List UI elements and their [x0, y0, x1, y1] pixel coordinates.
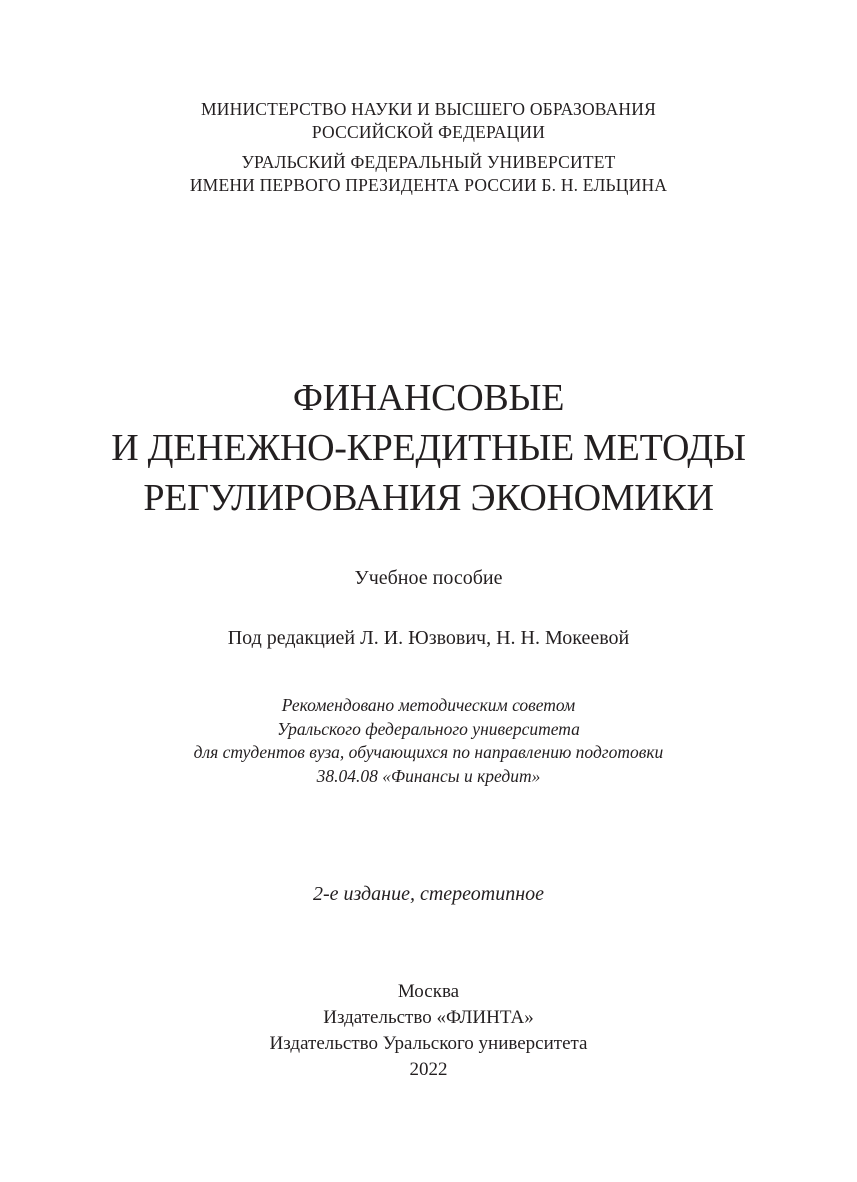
book-title — [0, 373, 857, 523]
ministry-header — [0, 98, 857, 144]
imprint-publisher: Издательство «ФЛИНТА» — [323, 1007, 534, 1028]
editors-line: Под редакцией Л. И. Юзвович, Н. Н. Мокеевой — [227, 627, 630, 649]
title-line: РЕГУЛИРОВАНИЯ ЭКОНОМИКИ — [143, 477, 714, 519]
imprint-city: Москва — [397, 981, 460, 1002]
recommendation-note — [0, 694, 857, 788]
university-header — [0, 151, 857, 197]
imprint-publisher: Издательство Уральского университета — [269, 1033, 588, 1054]
title-line: И ДЕНЕЖНО-КРЕДИТНЫЕ МЕТОДЫ — [111, 427, 746, 469]
university-line: УРАЛЬСКИЙ ФЕДЕРАЛЬНЫЙ УНИВЕРСИТЕТ — [241, 152, 616, 172]
imprint — [0, 979, 857, 1083]
recommendation-line: Рекомендовано методическим советом — [281, 695, 576, 715]
recommendation-line: Уральского федерального университета — [277, 718, 580, 739]
ministry-line: МИНИСТЕРСТВО НАУКИ И ВЫСШЕГО ОБРАЗОВАНИЯ — [201, 99, 656, 119]
university-line: ИМЕНИ ПЕРВОГО ПРЕЗИДЕНТА РОССИИ Б. Н. ЕЛЬЦИНА — [189, 175, 668, 195]
edition-note: 2-е издание, стереотипное — [312, 883, 545, 905]
recommendation-line: для студентов вуза, обучающихся по направлению подготовки — [193, 742, 664, 762]
imprint-year: 2022 — [409, 1059, 448, 1080]
recommendation-line: 38.04.08 «Финансы и кредит» — [316, 765, 541, 786]
ministry-line: РОССИЙСКОЙ ФЕДЕРАЦИИ — [311, 122, 546, 142]
book-subtitle: Учебное пособие — [354, 567, 503, 589]
title-line: ФИНАНСОВЫЕ — [292, 377, 565, 419]
